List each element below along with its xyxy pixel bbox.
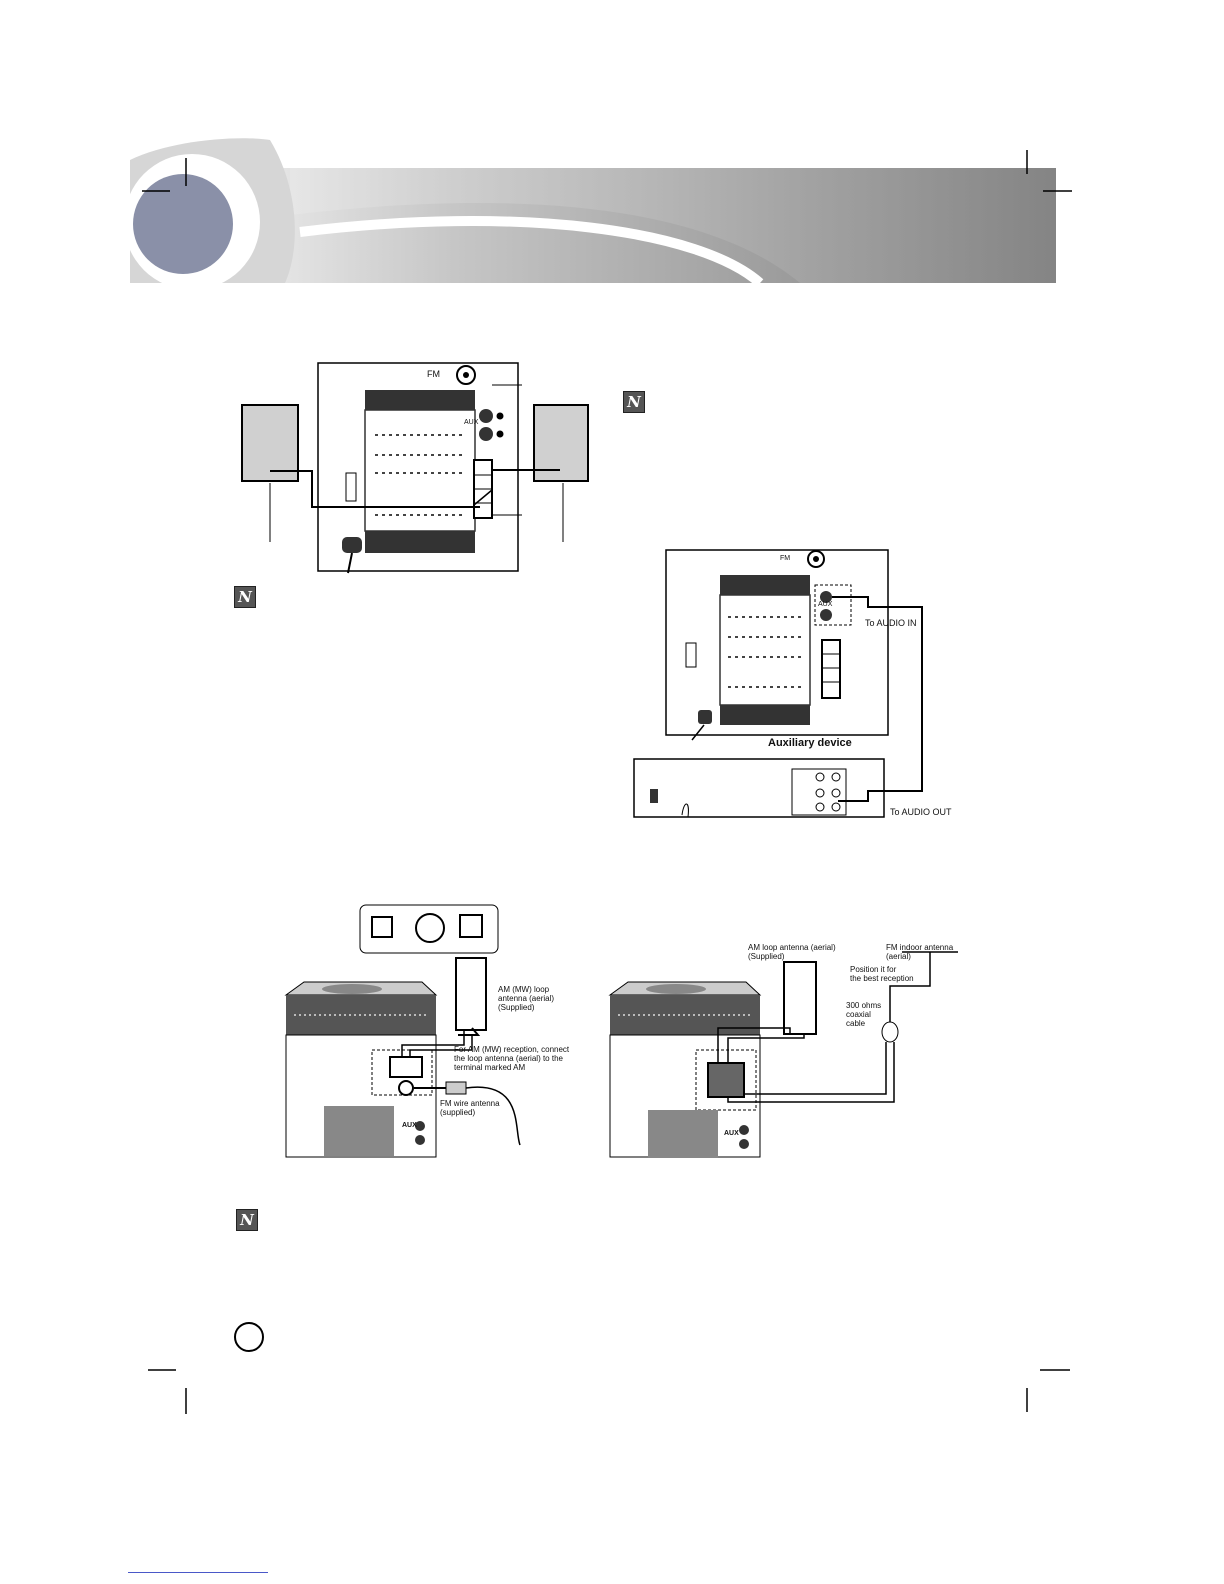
fm-wire-label: FM wire antenna (supplied) (440, 1099, 500, 1117)
note-icon: N (234, 586, 256, 608)
fm-label: FM (427, 369, 440, 379)
to-audio-in-label: To AUDIO IN (865, 618, 917, 628)
auxiliary-device-label: Auxiliary device (768, 737, 852, 749)
antenna-diagram-left (284, 900, 574, 1160)
note-icon: N (623, 391, 645, 413)
am-loop-label: AM loop antenna (aerial) (Supplied) (748, 943, 836, 961)
coax-label: 300 ohms coaxial cable (846, 1001, 882, 1028)
fm-indoor-label: FM indoor antenna (aerial) (886, 943, 954, 961)
antenna-diagram-right (608, 938, 978, 1160)
aux-label: AUX (402, 1122, 417, 1129)
to-audio-out-label: To AUDIO OUT (890, 807, 952, 817)
aux-label: AUX (818, 601, 833, 608)
am-connect-label: For AM (MW) reception, connect the loop antenna (aerial) to the terminal marked AM (454, 1045, 570, 1072)
speaker-connection-diagram (230, 355, 610, 580)
am-loop-label: AM (MW) loop antenna (aerial) (Supplied) (498, 985, 555, 1012)
aux-label: AUX (464, 419, 479, 426)
note-icon: N (236, 1209, 258, 1231)
aux-connection-diagram (632, 545, 962, 825)
position-label: Position it for the best reception (850, 965, 914, 983)
footer-link-underline (128, 1572, 268, 1573)
page-number-circle (234, 1322, 264, 1352)
aux-fm-label: FM (780, 555, 791, 562)
aux-label: AUX (724, 1130, 739, 1137)
